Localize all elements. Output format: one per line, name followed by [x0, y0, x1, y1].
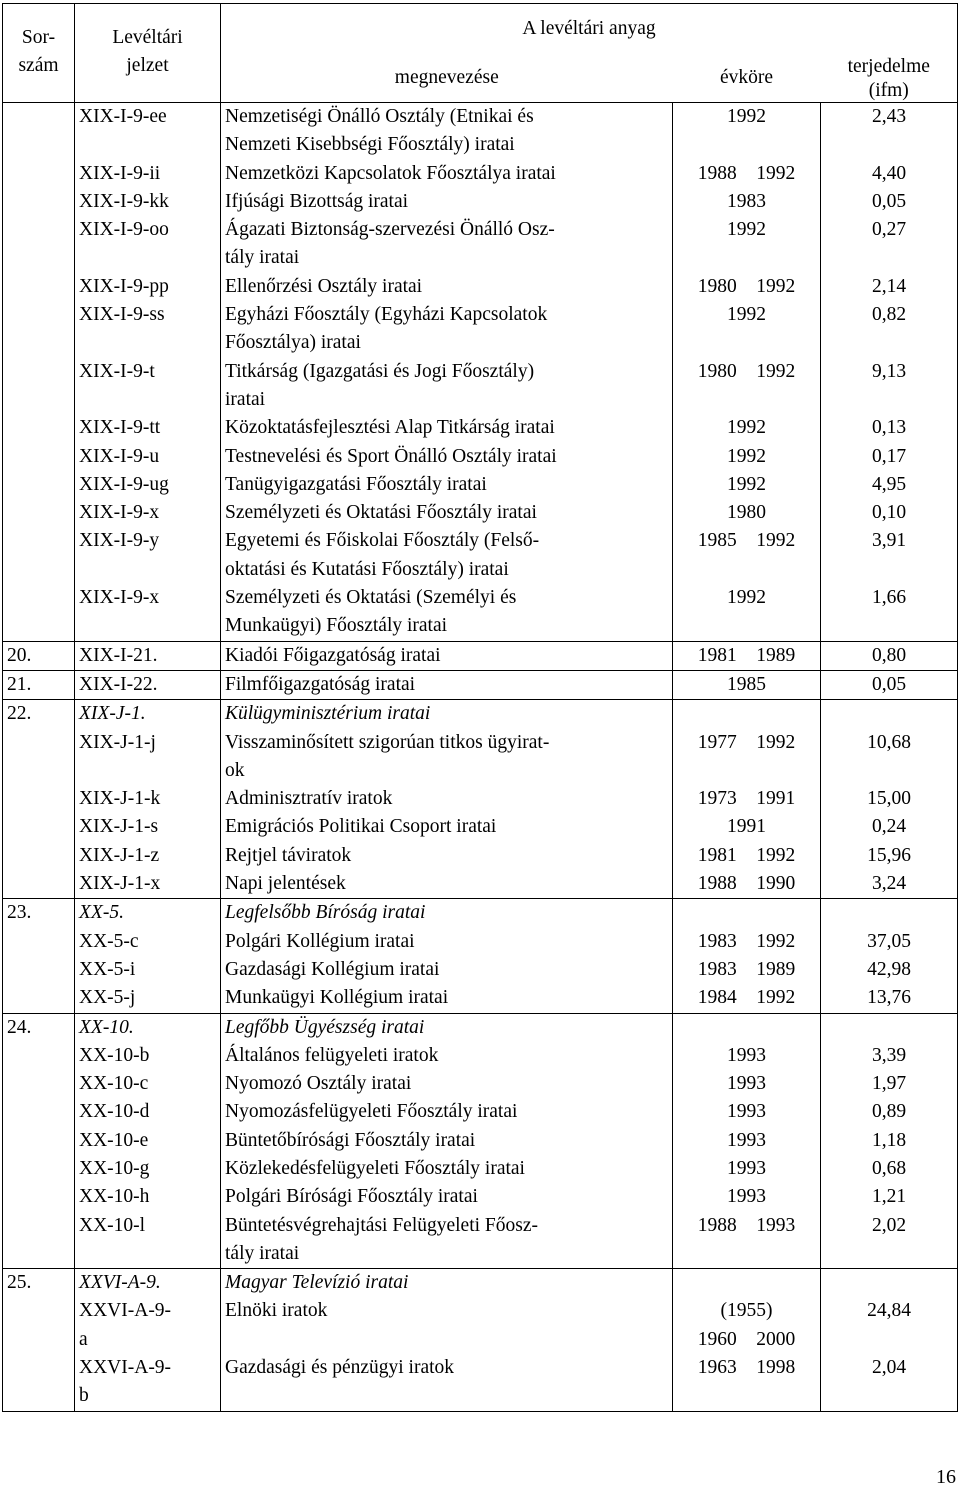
row-megnevezes-line: Személyzeti és Oktatási (Személyi és	[225, 587, 517, 609]
row-megnevezes-line: tály iratai	[225, 1242, 300, 1264]
row-megnevezes-line: ok	[225, 759, 245, 781]
row-jelzet-line: XX-10.	[79, 1016, 134, 1038]
row-megnevezes-line: Polgári Kollégium iratai	[225, 930, 415, 952]
row-megnevezes-line: Munkaügyi) Főosztály iratai	[225, 615, 448, 637]
row-sorszam: 20.	[3, 641, 75, 670]
row-jelzet-line: XIX-J-1-k	[79, 788, 161, 810]
row-megnevezes-line: Személyzeti és Oktatási Főosztály iratai	[225, 502, 537, 524]
row-megnevezes-line: Rejtjel táviratok	[225, 844, 352, 866]
row-megnevezes-line: Filmfőigazgatóság iratai	[225, 673, 416, 695]
row-megnevezes-line: Egyetemi és Főiskolai Főosztály (Felső-	[225, 530, 540, 552]
row-megnevezes-line: Gazdasági Kollégium iratai	[225, 958, 440, 980]
row-megnevezes-line: Legfelsőbb Bíróság iratai	[225, 902, 426, 924]
row-terjedelem-line: 0,24	[871, 816, 907, 838]
row-evkor	[673, 899, 821, 1013]
row-terjedelem-line	[825, 612, 953, 640]
row-jelzet-line: XIX-I-9-ug	[79, 473, 169, 495]
row-terjedelem-line: 10,68	[867, 731, 911, 753]
row-jelzet-line	[79, 386, 216, 414]
table-row	[3, 670, 958, 699]
row-evkor-line: 1991	[727, 816, 766, 838]
row-jelzet-line: XIX-I-9-oo	[79, 219, 169, 241]
row-evkor-line	[677, 1382, 816, 1410]
row-evkor-line: 1980	[727, 502, 766, 524]
row-terjedelem-line: 0,80	[871, 644, 907, 666]
row-evkor-line: 1993	[727, 1157, 766, 1179]
row-evkor-line: 1980 1992	[697, 275, 796, 297]
row-evkor-line: 1981 1989	[697, 644, 796, 666]
row-jelzet-line: b	[79, 1385, 89, 1407]
row-megnevezes-line: Magyar Televízió iratai	[225, 1272, 409, 1294]
header-terjedelme-line2: (ifm)	[868, 80, 909, 101]
row-terjedelem-line: 4,40	[871, 162, 907, 184]
row-megnevezes-line: Nyomozó Osztály iratai	[225, 1073, 412, 1095]
row-terjedelem-line: 0,13	[871, 417, 907, 439]
table-row	[3, 1269, 958, 1411]
row-jelzet	[75, 1013, 221, 1269]
row-jelzet	[75, 899, 221, 1013]
row-terjedelem-line: 15,00	[867, 788, 911, 810]
row-jelzet-line: XX-5-i	[79, 958, 136, 980]
row-megnevezes-line: Büntetőbírósági Főosztály iratai	[225, 1129, 476, 1151]
row-terjedelem-line	[825, 1269, 953, 1297]
row-terjedelem-line	[825, 1240, 953, 1268]
row-megnevezes-line: Közlekedésfelügyeleti Főosztály iratai	[225, 1157, 525, 1179]
row-megnevezes-line	[225, 1382, 668, 1410]
row-evkor-line: 1992	[727, 587, 766, 609]
row-terjedelem-line	[825, 757, 953, 785]
row-jelzet	[75, 670, 221, 699]
row-megnevezes-line: Ellenőrzési Osztály iratai	[225, 275, 423, 297]
row-terjedelem-line: 1,66	[871, 587, 907, 609]
row-jelzet-line: XIX-I-22.	[79, 673, 158, 695]
row-evkor-line	[677, 556, 816, 584]
header-evkore: évköre	[673, 54, 821, 103]
table-body	[3, 103, 958, 1412]
row-terjedelem	[821, 700, 958, 899]
row-terjedelem-line	[825, 329, 953, 357]
row-terjedelem	[821, 1013, 958, 1269]
row-terjedelem-line	[825, 899, 953, 927]
row-evkor-line: 1992	[727, 417, 766, 439]
table-row	[3, 103, 958, 642]
row-terjedelem	[821, 641, 958, 670]
archival-records-table	[2, 3, 958, 1412]
row-megnevezes-line: Elnöki iratok	[225, 1300, 328, 1322]
row-evkor-line: 1977 1992	[697, 731, 796, 753]
row-evkor-line	[677, 899, 816, 927]
row-megnevezes-line	[225, 1326, 668, 1354]
row-evkor-line	[677, 1014, 816, 1042]
row-evkor-line: 1963 1998	[697, 1357, 796, 1379]
row-evkor-line: 1973 1991	[697, 788, 796, 810]
row-jelzet-line: XXVI-A-9.	[79, 1272, 161, 1294]
row-evkor-line: 1988 1993	[697, 1214, 796, 1236]
row-evkor	[673, 670, 821, 699]
row-terjedelem-line: 0,68	[871, 1157, 907, 1179]
row-megnevezes-line: Tanügyigazgatási Főosztály iratai	[225, 473, 487, 495]
row-terjedelem-line: 2,14	[871, 275, 907, 297]
row-jelzet-line: XX-10-e	[79, 1129, 149, 1151]
row-jelzet-line: XIX-I-9-ii	[79, 162, 161, 184]
row-jelzet	[75, 1269, 221, 1411]
row-terjedelem-line: 1,18	[871, 1129, 907, 1151]
row-evkor-line: 1992	[727, 219, 766, 241]
row-megnevezes-line: Titkárság (Igazgatási és Jogi Főosztály)	[225, 360, 535, 382]
row-sorszam: 22.	[3, 700, 75, 899]
row-evkor	[673, 1013, 821, 1269]
row-terjedelem-line	[825, 1326, 953, 1354]
row-terjedelem-line	[825, 556, 953, 584]
row-terjedelem	[821, 899, 958, 1013]
row-jelzet-line: XIX-I-9-y	[79, 530, 160, 552]
row-evkor	[673, 103, 821, 642]
row-megnevezes-line: oktatási és Kutatási Főosztály) iratai	[225, 558, 509, 580]
row-jelzet	[75, 103, 221, 642]
row-evkor-line	[677, 700, 816, 728]
row-terjedelem-line: 1,97	[871, 1073, 907, 1095]
row-terjedelem-line: 0,27	[871, 219, 907, 241]
row-jelzet-line	[79, 612, 216, 640]
row-evkor	[673, 641, 821, 670]
row-evkor-line: 1993	[727, 1129, 766, 1151]
row-terjedelem-line: 0,89	[871, 1101, 907, 1123]
row-jelzet-line: XX-10-g	[79, 1157, 150, 1179]
row-megnevezes-line: Egyházi Főosztály (Egyházi Kapcsolatok	[225, 304, 548, 326]
row-evkor-line	[677, 757, 816, 785]
row-megnevezes-line: Adminisztratív iratok	[225, 788, 393, 810]
row-terjedelem-line: 0,05	[871, 673, 907, 695]
row-evkor-line	[677, 1269, 816, 1297]
row-megnevezes-line: Polgári Bírósági Főosztály iratai	[225, 1186, 478, 1208]
header-jelzet-line2: jelzet	[126, 55, 169, 76]
row-megnevezes-line: Visszaminősített szigorúan titkos ügyirat-	[225, 731, 550, 753]
row-megnevezes-line: Emigrációs Politikai Csoport iratai	[225, 816, 497, 838]
row-jelzet-line: XIX-I-9-ee	[79, 106, 167, 127]
row-sorszam: 24.	[3, 1013, 75, 1269]
row-megnevezes-line: Gazdasági és pénzügyi iratok	[225, 1357, 455, 1379]
row-evkor-line	[677, 612, 816, 640]
row-megnevezes-line: Kiadói Főigazgatóság iratai	[225, 644, 441, 666]
row-terjedelem-line: 3,39	[871, 1044, 907, 1066]
row-terjedelem-line: 0,82	[871, 304, 907, 326]
row-terjedelem-line	[825, 1014, 953, 1042]
header-jelzet	[75, 4, 221, 103]
row-evkor-line: 1983	[727, 190, 766, 212]
row-megnevezes-line: Napi jelentések	[225, 873, 346, 895]
row-jelzet-line	[79, 556, 216, 584]
row-jelzet-line: XIX-I-9-ss	[79, 304, 165, 326]
row-terjedelem-line: 2,43	[871, 106, 907, 127]
row-evkor-line	[677, 329, 816, 357]
row-evkor-line: 1983 1992	[697, 930, 796, 952]
row-jelzet-line: XX-5-c	[79, 930, 139, 952]
row-terjedelem-line: 9,13	[871, 360, 907, 382]
row-jelzet-line: XIX-I-9-tt	[79, 417, 161, 439]
row-evkor-line: 1993	[727, 1044, 766, 1066]
row-megnevezes-line: Nemzetközi Kapcsolatok Főosztálya iratai	[225, 162, 556, 184]
row-evkor-line: 1992	[727, 304, 766, 326]
row-jelzet-line: XX-5.	[79, 902, 124, 924]
table-row	[3, 700, 958, 899]
row-terjedelem-line: 13,76	[867, 987, 911, 1009]
row-terjedelem-line	[825, 131, 953, 159]
header-jelzet-line1: Levéltári	[112, 26, 183, 48]
row-megnevezes-line: Testnevelési és Sport Önálló Osztály iratai	[225, 445, 557, 467]
header-megnevezese: megnevezése	[221, 54, 673, 103]
row-sorszam: 23.	[3, 899, 75, 1013]
row-jelzet	[75, 700, 221, 899]
row-evkor-line	[677, 244, 816, 272]
row-terjedelem-line	[825, 1382, 953, 1410]
row-jelzet-line	[79, 244, 216, 272]
row-evkor-line: 1980 1992	[697, 360, 796, 382]
row-terjedelem-line	[825, 386, 953, 414]
row-evkor-line: 1985	[727, 673, 766, 695]
row-megnevezes-line: Főosztálya) iratai	[225, 332, 361, 354]
row-jelzet-line: XIX-J-1-x	[79, 873, 161, 895]
row-megnevezes-line: Nyomozásfelügyeleti Főosztály iratai	[225, 1101, 518, 1123]
row-jelzet-line	[79, 1240, 216, 1268]
row-terjedelem-line: 4,95	[871, 473, 907, 495]
row-terjedelem-line: 24,84	[867, 1300, 911, 1322]
row-terjedelem-line: 0,05	[871, 190, 907, 212]
row-jelzet-line: XX-10-l	[79, 1214, 146, 1236]
row-jelzet-line: XIX-I-9-pp	[79, 275, 169, 297]
header-sorszam	[3, 4, 75, 103]
row-evkor-line: 1985 1992	[697, 530, 796, 552]
row-terjedelem-line	[825, 700, 953, 728]
row-evkor	[673, 700, 821, 899]
row-jelzet-line: XX-10-b	[79, 1044, 150, 1066]
row-jelzet-line: XIX-J-1-s	[79, 816, 159, 838]
row-evkor-line: (1955)	[720, 1300, 773, 1322]
row-evkor-line	[677, 131, 816, 159]
row-terjedelem-line: 42,98	[867, 958, 911, 980]
row-evkor-line: 1992	[727, 473, 766, 495]
row-jelzet-line: XIX-J-1.	[79, 703, 146, 725]
table-row	[3, 899, 958, 1013]
row-jelzet	[75, 641, 221, 670]
row-megnevezes	[221, 1013, 673, 1269]
row-megnevezes	[221, 103, 673, 642]
row-megnevezes-line: Nemzeti Kisebbségi Főosztály) iratai	[225, 134, 515, 156]
row-jelzet-line: XX-5-j	[79, 987, 136, 1009]
row-evkor-line	[677, 386, 816, 414]
row-sorszam	[3, 103, 75, 642]
header-sorszam-line2: szám	[18, 55, 59, 76]
row-megnevezes-line: iratai	[225, 388, 266, 410]
row-terjedelem-line: 2,02	[871, 1214, 907, 1236]
row-megnevezes	[221, 1269, 673, 1411]
row-megnevezes-line: Ágazati Biztonság-szervezési Önálló Osz-	[225, 219, 555, 241]
row-terjedelem-line: 0,10	[871, 502, 907, 524]
row-megnevezes-line: Nemzetiségi Önálló Osztály (Etnikai és	[225, 106, 534, 127]
row-jelzet-line: XIX-J-1-z	[79, 844, 160, 866]
row-jelzet-line	[79, 757, 216, 785]
row-jelzet-line: XIX-I-9-x	[79, 587, 160, 609]
row-megnevezes-line: Külügyminisztérium iratai	[225, 703, 431, 725]
row-terjedelem-line: 15,96	[867, 844, 911, 866]
row-jelzet-line	[79, 329, 216, 357]
row-jelzet-line: XX-10-c	[79, 1073, 149, 1095]
row-megnevezes-line: Büntetésvégrehajtási Felügyeleti Főosz-	[225, 1214, 539, 1236]
row-jelzet-line	[79, 131, 216, 159]
row-megnevezes-line: Ifjúsági Bizottság iratai	[225, 190, 409, 212]
row-megnevezes	[221, 670, 673, 699]
row-terjedelem-line: 3,91	[871, 530, 907, 552]
row-jelzet-line: XIX-I-21.	[79, 644, 158, 666]
header-terjedelme	[821, 54, 958, 103]
row-terjedelem-line: 37,05	[867, 930, 911, 952]
row-evkor-line: 1992	[727, 106, 766, 127]
row-megnevezes	[221, 700, 673, 899]
page-number: 16	[936, 1466, 956, 1488]
row-terjedelem-line: 3,24	[871, 873, 907, 895]
row-jelzet-line: a	[79, 1328, 88, 1350]
row-megnevezes	[221, 899, 673, 1013]
row-evkor-line: 1981 1992	[697, 844, 796, 866]
row-evkor-line: 1993	[727, 1101, 766, 1123]
row-jelzet-line: XXVI-A-9-	[79, 1300, 172, 1322]
row-jelzet-line: XIX-I-9-x	[79, 502, 160, 524]
row-terjedelem-line: 0,17	[871, 445, 907, 467]
table-row	[3, 1013, 958, 1269]
row-evkor-line	[677, 1240, 816, 1268]
row-terjedelem-line: 2,04	[871, 1357, 907, 1379]
table-row	[3, 641, 958, 670]
header-sorszam-line1: Sor-	[21, 26, 56, 48]
row-evkor-line: 1993	[727, 1186, 766, 1208]
row-jelzet-line: XX-10-h	[79, 1186, 150, 1208]
row-megnevezes-line: Munkaügyi Kollégium iratai	[225, 987, 449, 1009]
row-megnevezes-line: Általános felügyeleti iratok	[225, 1044, 439, 1066]
row-megnevezes-line: Közoktatásfejlesztési Alap Titkárság iratai	[225, 417, 555, 439]
row-sorszam: 21.	[3, 670, 75, 699]
row-evkor-line: 1988 1992	[697, 162, 796, 184]
row-terjedelem	[821, 103, 958, 642]
row-jelzet-line: XXVI-A-9-	[79, 1357, 172, 1379]
row-jelzet-line: XIX-I-9-t	[79, 360, 155, 382]
row-jelzet-line: XIX-I-9-kk	[79, 190, 169, 212]
row-terjedelem	[821, 670, 958, 699]
row-terjedelem	[821, 1269, 958, 1411]
row-terjedelem-line: 1,21	[871, 1186, 907, 1208]
row-megnevezes-line: Legfőbb Ügyészség iratai	[225, 1016, 425, 1038]
row-jelzet-line: XIX-I-9-u	[79, 445, 160, 467]
row-megnevezes-line: tály iratai	[225, 247, 300, 269]
row-jelzet-line: XX-10-d	[79, 1101, 150, 1123]
row-terjedelem-line	[825, 244, 953, 272]
header-anyag: A levéltári anyag	[221, 4, 958, 55]
row-evkor	[673, 1269, 821, 1411]
row-evkor-line: 1992	[727, 445, 766, 467]
row-evkor-line: 1960 2000	[697, 1328, 796, 1350]
row-evkor-line: 1988 1990	[697, 873, 796, 895]
row-evkor-line: 1993	[727, 1073, 766, 1095]
row-evkor-line: 1984 1992	[697, 987, 796, 1009]
header-row-1	[3, 4, 958, 55]
header-terjedelme-line1: terjedelme	[847, 56, 930, 77]
row-sorszam: 25.	[3, 1269, 75, 1411]
row-jelzet-line: XIX-J-1-j	[79, 731, 156, 753]
row-megnevezes	[221, 641, 673, 670]
row-evkor-line: 1983 1989	[697, 958, 796, 980]
